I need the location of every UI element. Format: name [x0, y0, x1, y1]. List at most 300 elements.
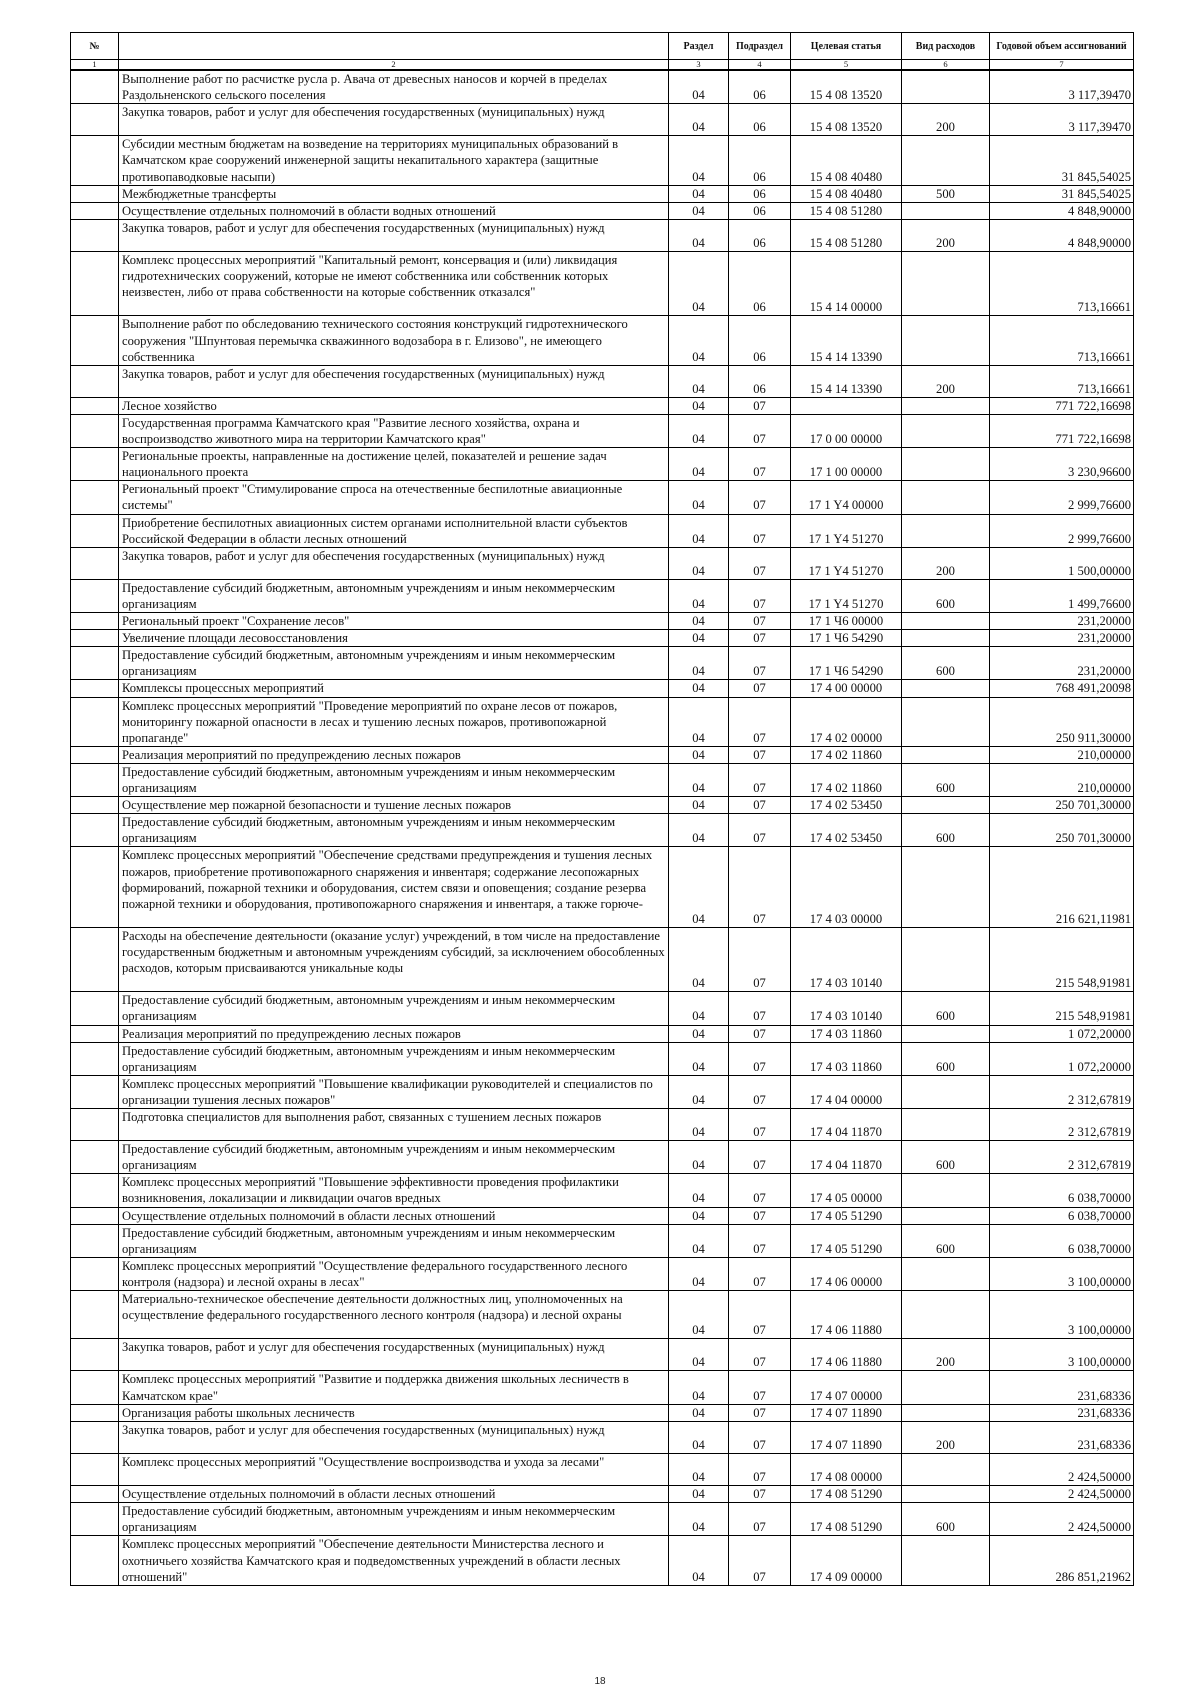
- row-podrazdel-cell: 07: [729, 1503, 791, 1536]
- row-amount-cell: 250 701,30000: [990, 797, 1134, 814]
- row-podrazdel-cell: 07: [729, 414, 791, 447]
- row-vr-cell: [902, 630, 990, 647]
- row-vr-cell: [902, 316, 990, 365]
- row-csr-cell: 17 4 03 11860: [791, 1025, 902, 1042]
- table-row: [71, 136, 1134, 185]
- table-row: [71, 202, 1134, 219]
- row-razdel-cell: 04: [669, 1503, 729, 1536]
- row-csr-cell: 17 4 06 11880: [791, 1291, 902, 1339]
- row-csr-cell: 17 4 04 11870: [791, 1108, 902, 1140]
- row-podrazdel-cell: 07: [729, 1371, 791, 1404]
- row-amount-cell: 1 072,20000: [990, 1025, 1134, 1042]
- table-row: [71, 481, 1134, 514]
- row-podrazdel-cell: 06: [729, 202, 791, 219]
- row-amount-cell: 713,16661: [990, 316, 1134, 365]
- row-podrazdel-cell: 07: [729, 1075, 791, 1108]
- row-razdel-cell: 04: [669, 1291, 729, 1339]
- row-razdel-cell: 04: [669, 647, 729, 680]
- row-podrazdel-cell: 07: [729, 1257, 791, 1290]
- row-razdel-cell: 04: [669, 613, 729, 630]
- row-razdel-cell: 04: [669, 630, 729, 647]
- table-row: [71, 814, 1134, 847]
- row-num-cell: [71, 1042, 119, 1075]
- row-name-cell: Предоставление субсидий бюджетным, автономным учреждениям и иным некоммерческим организациям: [119, 647, 669, 680]
- table-body: [71, 70, 1134, 1585]
- row-num-cell: [71, 1536, 119, 1585]
- row-podrazdel-cell: 07: [729, 1404, 791, 1421]
- row-name-cell: Комплекс процессных мероприятий "Осуществление воспроизводства и ухода за лесами": [119, 1453, 669, 1485]
- row-num-cell: [71, 70, 119, 104]
- row-podrazdel-cell: 07: [729, 1174, 791, 1207]
- table-row: [71, 647, 1134, 680]
- table-row: [71, 1503, 1134, 1536]
- row-amount-cell: 4 848,90000: [990, 202, 1134, 219]
- row-name-cell: Материально-техническое обеспечение деятельности должностных лиц, уполномоченных на осуществление федерального государственного лесного контроля (надзора) и лесной охраны: [119, 1291, 669, 1339]
- row-num-cell: [71, 136, 119, 185]
- row-razdel-cell: 04: [669, 1224, 729, 1257]
- row-vr-cell: 200: [902, 547, 990, 579]
- table-row: [71, 1042, 1134, 1075]
- row-csr-cell: 17 4 06 00000: [791, 1257, 902, 1290]
- row-podrazdel-cell: 07: [729, 927, 791, 991]
- table-row: [71, 1141, 1134, 1174]
- row-csr-cell: 17 4 03 00000: [791, 847, 902, 928]
- row-name-cell: Осуществление отдельных полномочий в области лесных отношений: [119, 1207, 669, 1224]
- row-csr-cell: 17 1 Ч6 00000: [791, 613, 902, 630]
- row-podrazdel-cell: 07: [729, 613, 791, 630]
- row-razdel-cell: 04: [669, 1042, 729, 1075]
- header-amount: Годовой объем ассигнований: [990, 33, 1134, 60]
- row-amount-cell: 2 424,50000: [990, 1453, 1134, 1485]
- row-num-cell: [71, 1141, 119, 1174]
- row-name-cell: Реализация мероприятий по предупреждению лесных пожаров: [119, 746, 669, 763]
- row-name-cell: Выполнение работ по расчистке русла р. Авача от древесных наносов и корчей в пределах Раздольненского сельского поселения: [119, 70, 669, 104]
- row-num-cell: [71, 1339, 119, 1371]
- table-row: [71, 316, 1134, 365]
- table-row: [71, 448, 1134, 481]
- table-row: [71, 219, 1134, 251]
- row-num-cell: [71, 746, 119, 763]
- row-vr-cell: [902, 613, 990, 630]
- row-csr-cell: 17 1 Ч6 54290: [791, 647, 902, 680]
- row-podrazdel-cell: 07: [729, 1141, 791, 1174]
- row-amount-cell: 3 117,39470: [990, 70, 1134, 104]
- row-csr-cell: 17 4 05 51290: [791, 1207, 902, 1224]
- row-num-cell: [71, 613, 119, 630]
- table-row: [71, 1536, 1134, 1585]
- row-num-cell: [71, 1486, 119, 1503]
- table-row: [71, 414, 1134, 447]
- row-vr-cell: [902, 1404, 990, 1421]
- row-name-cell: Предоставление субсидий бюджетным, автономным учреждениям и иным некоммерческим организациям: [119, 763, 669, 796]
- row-csr-cell: 17 1 00 00000: [791, 448, 902, 481]
- row-amount-cell: 2 999,76600: [990, 481, 1134, 514]
- row-name-cell: Региональные проекты, направленные на достижение целей, показателей и решение задач национального проекта: [119, 448, 669, 481]
- row-vr-cell: [902, 927, 990, 991]
- row-vr-cell: [902, 847, 990, 928]
- column-number: 5: [791, 60, 902, 71]
- row-vr-cell: [902, 680, 990, 697]
- row-amount-cell: 3 100,00000: [990, 1339, 1134, 1371]
- row-name-cell: Комплекс процессных мероприятий "Обеспечение средствами предупреждения и тушения лесных пожаров, приобретение противопожарного снаряжения и инвентаря; содержание лесопожарных формирований, пожарной техники и оборудования, систем связи и оповещения; создание резерва пожарной техники и оборудования, противопожарного снаряжения и инвентаря, а также горюче-: [119, 847, 669, 928]
- row-vr-cell: [902, 1075, 990, 1108]
- row-name-cell: Расходы на обеспечение деятельности (оказание услуг) учреждений, в том числе на предоставление государственным бюджетным и автономным учреждениям субсидий, за исключением обособленных расходов, которым присваиваются уникальные коды: [119, 927, 669, 991]
- row-amount-cell: 2 312,67819: [990, 1075, 1134, 1108]
- row-amount-cell: 231,68336: [990, 1404, 1134, 1421]
- row-amount-cell: 215 548,91981: [990, 992, 1134, 1025]
- row-num-cell: [71, 481, 119, 514]
- row-name-cell: Региональный проект "Стимулирование спроса на отечественные беспилотные авиационные системы": [119, 481, 669, 514]
- row-amount-cell: 231,20000: [990, 613, 1134, 630]
- row-name-cell: Реализация мероприятий по предупреждению лесных пожаров: [119, 1025, 669, 1042]
- row-razdel-cell: 04: [669, 104, 729, 136]
- header-row: [71, 33, 1134, 60]
- column-number: 3: [669, 60, 729, 71]
- row-csr-cell: 17 4 07 11890: [791, 1421, 902, 1453]
- row-num-cell: [71, 414, 119, 447]
- row-amount-cell: 2 424,50000: [990, 1486, 1134, 1503]
- row-amount-cell: 250 701,30000: [990, 814, 1134, 847]
- row-num-cell: [71, 797, 119, 814]
- row-vr-cell: [902, 1486, 990, 1503]
- row-num-cell: [71, 316, 119, 365]
- row-vr-cell: [902, 1257, 990, 1290]
- row-csr-cell: 17 4 09 00000: [791, 1536, 902, 1585]
- row-num-cell: [71, 1207, 119, 1224]
- table-row: [71, 1025, 1134, 1042]
- column-number: 7: [990, 60, 1134, 71]
- table-row: [71, 514, 1134, 547]
- row-vr-cell: [902, 252, 990, 316]
- row-podrazdel-cell: 07: [729, 1421, 791, 1453]
- row-vr-cell: 600: [902, 1042, 990, 1075]
- row-vr-cell: [902, 448, 990, 481]
- row-num-cell: [71, 847, 119, 928]
- row-razdel-cell: 04: [669, 697, 729, 746]
- row-num-cell: [71, 1075, 119, 1108]
- row-podrazdel-cell: 06: [729, 185, 791, 202]
- row-vr-cell: [902, 1291, 990, 1339]
- row-amount-cell: 2 424,50000: [990, 1503, 1134, 1536]
- row-csr-cell: 15 4 08 51280: [791, 219, 902, 251]
- row-num-cell: [71, 1404, 119, 1421]
- table-row: [71, 104, 1134, 136]
- row-name-cell: Закупка товаров, работ и услуг для обеспечения государственных (муниципальных) нужд: [119, 104, 669, 136]
- row-razdel-cell: 04: [669, 680, 729, 697]
- row-num-cell: [71, 927, 119, 991]
- row-amount-cell: 1 499,76600: [990, 579, 1134, 612]
- row-name-cell: Комплекс процессных мероприятий "Проведение мероприятий по охране лесов от пожаров, мониторингу пожарной опасности в лесах и тушению лесных пожаров, противопожарной пропаганде": [119, 697, 669, 746]
- row-num-cell: [71, 1224, 119, 1257]
- row-razdel-cell: 04: [669, 797, 729, 814]
- row-amount-cell: 6 038,70000: [990, 1224, 1134, 1257]
- row-amount-cell: 31 845,54025: [990, 136, 1134, 185]
- row-csr-cell: 17 4 07 00000: [791, 1371, 902, 1404]
- table-row: [71, 697, 1134, 746]
- row-podrazdel-cell: 07: [729, 630, 791, 647]
- row-vr-cell: [902, 1108, 990, 1140]
- table-row: [71, 1291, 1134, 1339]
- page-number: 18: [594, 1676, 606, 1687]
- row-podrazdel-cell: 07: [729, 1042, 791, 1075]
- row-name-cell: Комплекс процессных мероприятий "Повышение эффективности проведения профилактики возникновения, локализации и ликвидации очагов вредных: [119, 1174, 669, 1207]
- row-csr-cell: 15 4 14 00000: [791, 252, 902, 316]
- row-csr-cell: 17 1 Y4 51270: [791, 547, 902, 579]
- row-podrazdel-cell: 07: [729, 797, 791, 814]
- row-csr-cell: 17 4 02 53450: [791, 797, 902, 814]
- row-name-cell: Закупка товаров, работ и услуг для обеспечения государственных (муниципальных) нужд: [119, 365, 669, 397]
- column-number: 2: [119, 60, 669, 71]
- row-name-cell: Комплекс процессных мероприятий "Развитие и поддержка движения школьных лесничеств в Камчатском крае": [119, 1371, 669, 1404]
- row-podrazdel-cell: 07: [729, 448, 791, 481]
- table-row: [71, 1075, 1134, 1108]
- row-podrazdel-cell: 07: [729, 1108, 791, 1140]
- row-podrazdel-cell: 06: [729, 70, 791, 104]
- row-razdel-cell: 04: [669, 1371, 729, 1404]
- row-csr-cell: 17 1 Y4 51270: [791, 579, 902, 612]
- table-row: [71, 763, 1134, 796]
- row-num-cell: [71, 992, 119, 1025]
- row-amount-cell: 210,00000: [990, 763, 1134, 796]
- row-podrazdel-cell: 07: [729, 514, 791, 547]
- row-razdel-cell: 04: [669, 1207, 729, 1224]
- row-csr-cell: 17 4 03 11860: [791, 1042, 902, 1075]
- row-vr-cell: 600: [902, 763, 990, 796]
- row-name-cell: Лесное хозяйство: [119, 397, 669, 414]
- row-podrazdel-cell: 07: [729, 763, 791, 796]
- row-vr-cell: [902, 1536, 990, 1585]
- row-name-cell: Комплекс процессных мероприятий "Повышение квалификации руководителей и специалистов по организации тушения лесных пожаров": [119, 1075, 669, 1108]
- row-num-cell: [71, 1453, 119, 1485]
- row-razdel-cell: 04: [669, 252, 729, 316]
- row-amount-cell: 231,20000: [990, 647, 1134, 680]
- row-num-cell: [71, 365, 119, 397]
- row-num-cell: [71, 1108, 119, 1140]
- row-podrazdel-cell: 07: [729, 481, 791, 514]
- row-podrazdel-cell: 06: [729, 365, 791, 397]
- table-row: [71, 1371, 1134, 1404]
- row-razdel-cell: 04: [669, 365, 729, 397]
- row-amount-cell: 216 621,11981: [990, 847, 1134, 928]
- row-num-cell: [71, 202, 119, 219]
- row-name-cell: Подготовка специалистов для выполнения работ, связанных с тушением лесных пожаров: [119, 1108, 669, 1140]
- row-num-cell: [71, 514, 119, 547]
- row-vr-cell: [902, 746, 990, 763]
- row-podrazdel-cell: 07: [729, 1453, 791, 1485]
- row-amount-cell: 2 999,76600: [990, 514, 1134, 547]
- table-row: [71, 1257, 1134, 1290]
- row-podrazdel-cell: 07: [729, 1536, 791, 1585]
- row-num-cell: [71, 763, 119, 796]
- row-vr-cell: 600: [902, 814, 990, 847]
- row-amount-cell: 1 500,00000: [990, 547, 1134, 579]
- table-row: [71, 1404, 1134, 1421]
- row-podrazdel-cell: 07: [729, 1291, 791, 1339]
- row-podrazdel-cell: 07: [729, 697, 791, 746]
- row-csr-cell: 17 1 Y4 51270: [791, 514, 902, 547]
- header-csr: Целевая статья: [791, 33, 902, 60]
- row-name-cell: Государственная программа Камчатского края "Развитие лесного хозяйства, охрана и воспроизводство животного мира на территории Камчатского края": [119, 414, 669, 447]
- row-csr-cell: 17 4 05 51290: [791, 1224, 902, 1257]
- table-row: [71, 1174, 1134, 1207]
- row-name-cell: Предоставление субсидий бюджетным, автономным учреждениям и иным некоммерческим организациям: [119, 1042, 669, 1075]
- row-podrazdel-cell: 06: [729, 219, 791, 251]
- row-vr-cell: [902, 1174, 990, 1207]
- row-vr-cell: 200: [902, 104, 990, 136]
- row-name-cell: Комплекс процессных мероприятий "Обеспечение деятельности Министерства лесного и охотничьего хозяйства Камчатского края и подведомственных учреждений в области лесных отношений": [119, 1536, 669, 1585]
- row-csr-cell: 15 4 14 13390: [791, 316, 902, 365]
- row-amount-cell: 3 100,00000: [990, 1257, 1134, 1290]
- row-podrazdel-cell: 07: [729, 1224, 791, 1257]
- table-row: [71, 1224, 1134, 1257]
- row-razdel-cell: 04: [669, 1421, 729, 1453]
- row-name-cell: Закупка товаров, работ и услуг для обеспечения государственных (муниципальных) нужд: [119, 219, 669, 251]
- row-razdel-cell: 04: [669, 1108, 729, 1140]
- row-csr-cell: 17 4 06 11880: [791, 1339, 902, 1371]
- row-num-cell: [71, 547, 119, 579]
- table-row: [71, 992, 1134, 1025]
- row-amount-cell: 713,16661: [990, 365, 1134, 397]
- row-podrazdel-cell: 07: [729, 1339, 791, 1371]
- row-csr-cell: 15 4 08 51280: [791, 202, 902, 219]
- row-csr-cell: 15 4 08 13520: [791, 70, 902, 104]
- row-amount-cell: 231,68336: [990, 1371, 1134, 1404]
- row-num-cell: [71, 448, 119, 481]
- row-podrazdel-cell: 07: [729, 647, 791, 680]
- row-name-cell: Предоставление субсидий бюджетным, автономным учреждениям и иным некоммерческим организациям: [119, 814, 669, 847]
- row-amount-cell: 215 548,91981: [990, 927, 1134, 991]
- row-amount-cell: 231,68336: [990, 1421, 1134, 1453]
- row-razdel-cell: 04: [669, 136, 729, 185]
- row-razdel-cell: 04: [669, 992, 729, 1025]
- row-name-cell: Осуществление мер пожарной безопасности и тушение лесных пожаров: [119, 797, 669, 814]
- row-podrazdel-cell: 07: [729, 1207, 791, 1224]
- row-name-cell: Региональный проект "Сохранение лесов": [119, 613, 669, 630]
- row-amount-cell: 286 851,21962: [990, 1536, 1134, 1585]
- row-razdel-cell: 04: [669, 1486, 729, 1503]
- row-num-cell: [71, 1503, 119, 1536]
- row-name-cell: Предоставление субсидий бюджетным, автономным учреждениям и иным некоммерческим организациям: [119, 992, 669, 1025]
- row-name-cell: Организация работы школьных лесничеств: [119, 1404, 669, 1421]
- row-podrazdel-cell: 06: [729, 316, 791, 365]
- row-amount-cell: 1 072,20000: [990, 1042, 1134, 1075]
- row-name-cell: Субсидии местным бюджетам на возведение на территориях муниципальных образований в Камчатском крае сооружений инженерной защиты некапитального характера (защитные противопаводковые насыпи): [119, 136, 669, 185]
- row-amount-cell: 31 845,54025: [990, 185, 1134, 202]
- row-razdel-cell: 04: [669, 1257, 729, 1290]
- row-csr-cell: 17 4 02 11860: [791, 746, 902, 763]
- row-csr-cell: 17 4 02 53450: [791, 814, 902, 847]
- row-podrazdel-cell: 07: [729, 1025, 791, 1042]
- table-row: [71, 397, 1134, 414]
- table-row: [71, 1486, 1134, 1503]
- row-vr-cell: 200: [902, 219, 990, 251]
- row-amount-cell: 231,20000: [990, 630, 1134, 647]
- row-csr-cell: 15 4 14 13390: [791, 365, 902, 397]
- row-razdel-cell: 04: [669, 414, 729, 447]
- row-razdel-cell: 04: [669, 202, 729, 219]
- row-num-cell: [71, 1257, 119, 1290]
- row-podrazdel-cell: 07: [729, 1486, 791, 1503]
- row-podrazdel-cell: 07: [729, 680, 791, 697]
- row-name-cell: Комплекс процессных мероприятий "Осуществление федерального государственного лесного контроля (надзора) и лесной охраны в лесах": [119, 1257, 669, 1290]
- row-vr-cell: 600: [902, 992, 990, 1025]
- row-num-cell: [71, 680, 119, 697]
- row-name-cell: Предоставление субсидий бюджетным, автономным учреждениям и иным некоммерческим организациям: [119, 579, 669, 612]
- table-row: [71, 579, 1134, 612]
- row-amount-cell: 250 911,30000: [990, 697, 1134, 746]
- row-csr-cell: 15 4 08 40480: [791, 185, 902, 202]
- row-csr-cell: [791, 397, 902, 414]
- row-num-cell: [71, 1025, 119, 1042]
- row-amount-cell: 6 038,70000: [990, 1207, 1134, 1224]
- row-num-cell: [71, 219, 119, 251]
- row-amount-cell: 2 312,67819: [990, 1141, 1134, 1174]
- row-vr-cell: [902, 514, 990, 547]
- row-razdel-cell: 04: [669, 579, 729, 612]
- header-num: №: [71, 33, 119, 60]
- header-vr: Вид расходов: [902, 33, 990, 60]
- row-name-cell: Осуществление отдельных полномочий в области водных отношений: [119, 202, 669, 219]
- row-vr-cell: [902, 414, 990, 447]
- table-row: [71, 1108, 1134, 1140]
- table-row: [71, 252, 1134, 316]
- row-name-cell: Закупка товаров, работ и услуг для обеспечения государственных (муниципальных) нужд: [119, 1421, 669, 1453]
- row-name-cell: Осуществление отдельных полномочий в области лесных отношений: [119, 1486, 669, 1503]
- row-razdel-cell: 04: [669, 1174, 729, 1207]
- row-razdel-cell: 04: [669, 1025, 729, 1042]
- row-name-cell: Предоставление субсидий бюджетным, автономным учреждениям и иным некоммерческим организациям: [119, 1141, 669, 1174]
- row-csr-cell: 17 4 02 00000: [791, 697, 902, 746]
- row-csr-cell: 17 4 07 11890: [791, 1404, 902, 1421]
- row-name-cell: Увеличение площади лесовосстановления: [119, 630, 669, 647]
- row-csr-cell: 17 0 00 00000: [791, 414, 902, 447]
- row-csr-cell: 17 4 04 11870: [791, 1141, 902, 1174]
- row-vr-cell: 500: [902, 185, 990, 202]
- column-number-row: [71, 60, 1134, 71]
- row-csr-cell: 17 1 Y4 00000: [791, 481, 902, 514]
- row-podrazdel-cell: 07: [729, 547, 791, 579]
- row-vr-cell: [902, 136, 990, 185]
- row-razdel-cell: 04: [669, 1339, 729, 1371]
- row-razdel-cell: 04: [669, 219, 729, 251]
- row-razdel-cell: 04: [669, 185, 729, 202]
- table-row: [71, 746, 1134, 763]
- row-amount-cell: 768 491,20098: [990, 680, 1134, 697]
- row-num-cell: [71, 104, 119, 136]
- row-vr-cell: 600: [902, 1141, 990, 1174]
- table-row: [71, 847, 1134, 928]
- row-podrazdel-cell: 06: [729, 104, 791, 136]
- row-razdel-cell: 04: [669, 1536, 729, 1585]
- row-name-cell: Предоставление субсидий бюджетным, автономным учреждениям и иным некоммерческим организациям: [119, 1503, 669, 1536]
- row-podrazdel-cell: 07: [729, 847, 791, 928]
- row-num-cell: [71, 252, 119, 316]
- row-razdel-cell: 04: [669, 1075, 729, 1108]
- row-amount-cell: 771 722,16698: [990, 397, 1134, 414]
- row-name-cell: Комплексы процессных мероприятий: [119, 680, 669, 697]
- row-csr-cell: 17 4 03 10140: [791, 927, 902, 991]
- row-amount-cell: 771 722,16698: [990, 414, 1134, 447]
- row-amount-cell: 3 230,96600: [990, 448, 1134, 481]
- row-razdel-cell: 04: [669, 1404, 729, 1421]
- table-row: [71, 1453, 1134, 1485]
- row-razdel-cell: 04: [669, 448, 729, 481]
- row-podrazdel-cell: 07: [729, 746, 791, 763]
- row-csr-cell: 17 4 04 00000: [791, 1075, 902, 1108]
- row-num-cell: [71, 1174, 119, 1207]
- row-vr-cell: [902, 202, 990, 219]
- column-number: 4: [729, 60, 791, 71]
